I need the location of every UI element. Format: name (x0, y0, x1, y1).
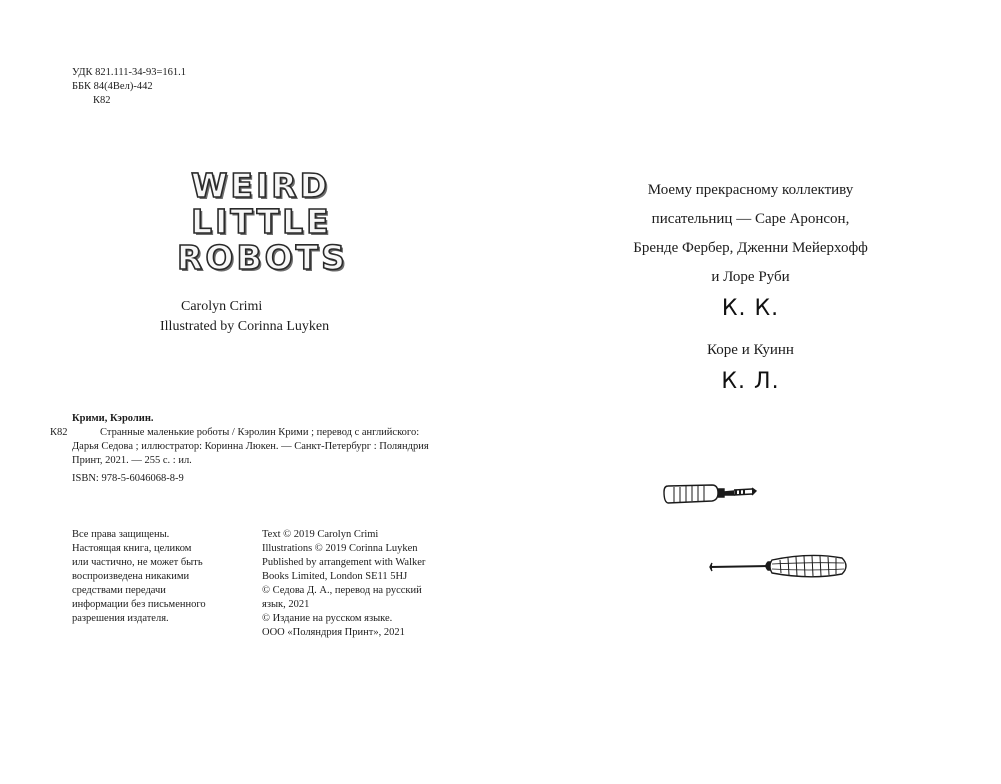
rights-line: Настоящая книга, целиком (72, 543, 192, 554)
logo-line-robots: ROBOTS (177, 238, 348, 277)
rights-line: разрешения издателя. (72, 613, 169, 624)
biblio-line-3: Принт, 2021. — 255 с. : ил. (72, 455, 192, 466)
illustrator-initials: К. Л. (721, 369, 780, 394)
dedication-line: и Лоре Руби (711, 269, 790, 285)
book-logo (175, 166, 348, 277)
dedication (500, 176, 1001, 399)
udk-code: УДК 821.111-34-93=161.1 (72, 67, 187, 78)
dedication-line: Коре и Куинн (707, 342, 794, 358)
copyright-line: © Издание на русском языке. (262, 613, 393, 624)
bibliographic-record (50, 412, 452, 468)
biblio-title-line: Странные маленькие роботы / Кэролин Крими ; перевод с английского: (100, 427, 420, 438)
copyright-line: © Седова Д. А., перевод на русский (262, 585, 422, 596)
rights-line: Все права защищены. (72, 529, 170, 540)
author-mark: К82 (93, 95, 111, 106)
rights-notice (72, 528, 206, 626)
rights-line: воспроизведена никакими (72, 571, 190, 582)
author-initials: К. К. (721, 296, 780, 321)
dedication-text-2 (500, 336, 1001, 365)
copyright-line: Published by arrangement with Walker (262, 557, 426, 568)
copyright-line: Illustrations © 2019 Corinna Luyken (262, 543, 418, 554)
copyright-line: ООО «Поляндрия Принт», 2021 (262, 627, 405, 638)
small-screwdriver-icon (664, 485, 756, 503)
logo-line-little: LITTLE (191, 202, 332, 241)
author-name: Carolyn Crimi (181, 299, 263, 314)
logo-line-weird: WEIRD (191, 166, 331, 205)
copyright-line: Books Limited, London SE11 5HJ (262, 571, 408, 582)
biblio-author: Крими, Кэролин. (72, 413, 154, 424)
biblio-line-2: Дарья Седова ; иллюстратор: Коринна Люкен. — Санкт-Петербург : Поляндрия (72, 441, 429, 452)
credits (160, 297, 329, 337)
copyright-line: язык, 2021 (262, 599, 310, 610)
left-page (0, 0, 500, 784)
dedication-text-1 (500, 176, 1001, 292)
dedication-line: Моему прекрасному коллективу (647, 182, 854, 198)
dedication-line: писательниц — Саре Аронсон, (651, 211, 850, 227)
catalog-codes (72, 66, 186, 108)
rights-line: или частично, не может быть (72, 557, 203, 568)
large-screwdriver-icon (710, 555, 846, 576)
rights-line: информации без письменного (72, 599, 206, 610)
screwdriver-illustration (660, 470, 860, 590)
illustrator-credit: Illustrated by Corinna Luyken (160, 319, 330, 334)
bbk-code: ББК 84(4Вел)-442 (72, 81, 153, 92)
dedication-line: Бренде Фербер, Дженни Мейерхофф (633, 240, 868, 256)
right-page (500, 0, 1001, 784)
copyright-line: Text © 2019 Carolyn Crimi (262, 529, 379, 540)
isbn: ISBN: 978-5-6046068-8-9 (72, 473, 184, 484)
copyright-notice (262, 528, 425, 640)
biblio-code: К82 (50, 427, 68, 438)
rights-line: средствами передачи (72, 585, 166, 596)
biblio-line-1 (50, 426, 452, 440)
